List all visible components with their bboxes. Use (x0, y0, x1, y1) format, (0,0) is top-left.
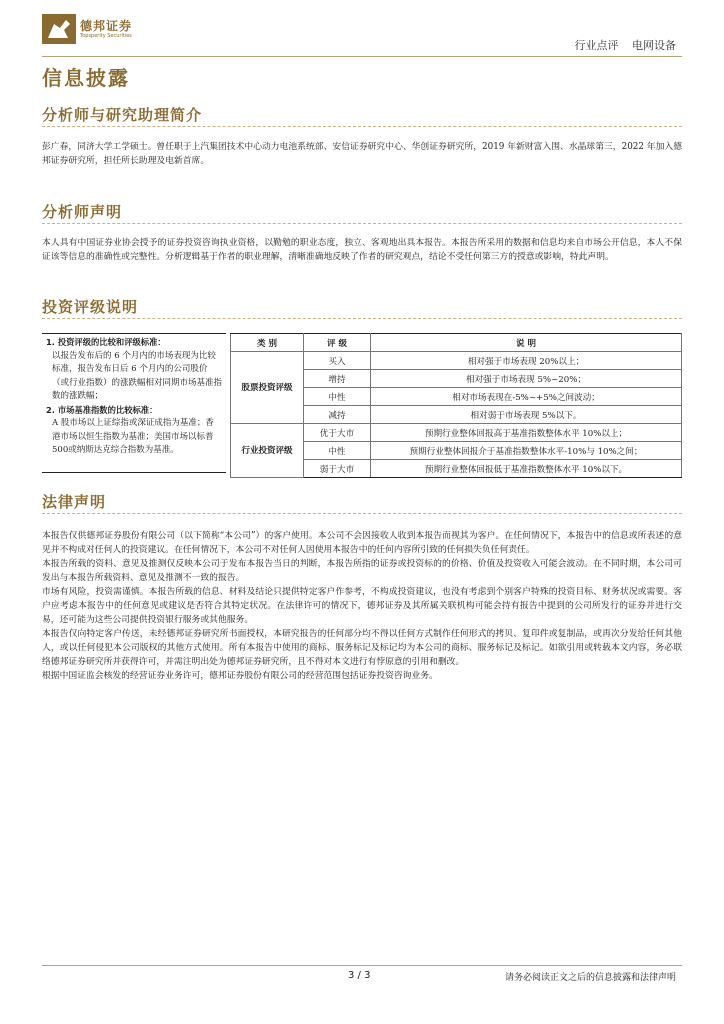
description-cell: 预期行业整体回报低于基准指数整体水平 10%以下。 (371, 460, 682, 478)
brand-name-en: Topsperity Securities (80, 32, 132, 39)
section-divider (42, 513, 682, 514)
section-divider (42, 318, 682, 319)
footer-divider (42, 965, 682, 966)
section-divider (42, 126, 682, 127)
analyst-intro-text: 彭广春，同济大学工学硕士。曾任职于上汽集团技术中心动力电池系统部、安信证券研究中心、华创证券研究所，2019 年新财富入围、水晶球第三，2022 年加入德邦证券研究所，担任所长助理及电新首席。 (42, 142, 682, 166)
table-row (231, 352, 682, 370)
rating-section (42, 333, 682, 474)
page-header (0, 0, 724, 60)
benchmark-heading: 2. 市场基准指数的比较标准： (46, 404, 158, 415)
rating-cell: 优于大市 (304, 424, 371, 442)
section-title-analyst-intro: 分析师与研究助理简介 (42, 106, 203, 124)
description-cell: 相对弱于市场表现 5%以下。 (371, 406, 682, 424)
legal-paragraph: 本报告所载的资料、意见及推测仅反映本公司于发布本报告当日的判断，本报告所指的证券或投资标的的价格、价值及投资收入可能会波动。在不同时期，本公司可发出与本报告所载资料、意见及推测不一致的报告。 (42, 559, 682, 583)
description-cell: 预期行业整体回报高于基准指数整体水平 10%以上； (371, 424, 682, 442)
industry-rating-category: 行业投资评级 (231, 424, 304, 478)
rating-criteria (42, 333, 226, 473)
analyst-statement-text: 本人具有中国证券业协会授予的证券投资咨询执业资格，以勤勉的职业态度，独立、客观地出具本报告。本报告所采用的数据和信息均来自市场公开信息，本人不保证该等信息的准确性或完整性。分析逻辑基于作者的职业理解，清晰准确地反映了作者的研究观点，结论不受任何第三方的授意或影响，特此声明。 (42, 238, 682, 262)
legal-paragraph: 市场有风险，投资需谨慎。本报告所载的信息、材料及结论只提供特定客户作参考，不构成投资建议，也没有考虑到个别客户特殊的投资目标、财务状况或需要。客户应考虑本报告中的任何意见或建议是否符合其特定状况。在法律许可的情况下，德邦证券及其所属关联机构可能会持有报告中提到的公司所发行的证券并进行交易，还可能为这些公司提供投资银行服务或其他服务。 (42, 587, 682, 625)
col-header-description: 说 明 (371, 334, 682, 352)
col-header-category: 类 别 (231, 334, 304, 352)
rating-cell: 中性 (304, 442, 371, 460)
description-cell: 相对强于市场表现 5%~20%； (371, 370, 682, 388)
section-divider (42, 223, 682, 224)
company-logo (42, 14, 132, 44)
report-sector: 电网设备 (632, 39, 676, 52)
description-cell: 相对市场表现在-5%~+5%之间波动； (371, 388, 682, 406)
brand-name: 德邦证券 (80, 18, 133, 33)
table-header-row (231, 334, 682, 352)
legal-text (42, 529, 682, 683)
rating-criteria-heading: 1. 投资评级的比较和评级标准： (46, 337, 166, 347)
rating-cell: 中性 (304, 388, 371, 406)
page-title: 信息披露 (42, 66, 130, 90)
rating-cell: 减持 (304, 406, 371, 424)
section-title-analyst-statement: 分析师声明 (42, 203, 123, 221)
benchmark-text: A 股市场以上证综指或深证成指为基准；香港市场以恒生指数为基准；美国市场以标普500或纳斯达克综合指数为基准。 (52, 418, 214, 455)
report-category (575, 37, 677, 53)
legal-paragraph: 本报告仅供德邦证券股份有限公司（以下简称“本公司”）的客户使用。本公司不会因接收人收到本报告而视其为客户。在任何情况下，本报告中的信息或所表述的意见并不构成对任何人的投资建议。在任何情况下，本公司不对任何人因使用本报告中的任何内容所引致的任何损失负任何责任。 (42, 531, 682, 555)
description-cell: 相对强于市场表现 20%以上； (371, 352, 682, 370)
rating-criteria-text: 以报告发布后的 6 个月内的市场表现为比较标准，报告发布日后 6 个月内的公司股价（或行业指数）的涨跌幅相对同期市场基准指数的涨跌幅； (52, 350, 223, 401)
table-row (231, 424, 682, 442)
section-title-rating: 投资评级说明 (42, 298, 139, 316)
section-title-legal: 法律声明 (42, 493, 107, 511)
legal-paragraph: 根据中国证监会核发的经营证券业务许可，德邦证券股份有限公司的经营范围包括证券投资咨询业务。 (42, 671, 438, 681)
report-type: 行业点评 (574, 39, 619, 52)
stock-rating-category: 股票投资评级 (231, 352, 304, 424)
header-divider (42, 56, 682, 57)
rating-cell: 增持 (304, 370, 371, 388)
legal-paragraph: 本报告仅向特定客户传送，未经德邦证券研究所书面授权，本研究报告的任何部分均不得以任何方式制作任何形式的拷贝、复印件或复制品，或再次分发给任何其他人，或以任何侵犯本公司版权的其他方式使用。所有本报告中使用的商标、服务标记及标记均为本公司的商标、服务标记及标记。如欲引用或转载本文内容，务必联络德邦证券研究所并获得许可，并需注明出处为德邦证券研究所，且不得对本文进行有悖原意的引用和删改。 (42, 629, 682, 667)
description-cell: 预期行业整体回报介于基准指数整体水平-10%与 10%之间； (371, 442, 682, 460)
col-header-rating: 评 级 (304, 334, 371, 352)
rating-table (230, 333, 682, 478)
footer-note: 请务必阅读正文之后的信息披露和法律声明 (504, 973, 676, 983)
logo-mark-icon (42, 14, 76, 44)
page-number: 3 / 3 (348, 970, 371, 981)
rating-cell: 弱于大市 (304, 460, 371, 478)
rating-cell: 买入 (304, 352, 371, 370)
